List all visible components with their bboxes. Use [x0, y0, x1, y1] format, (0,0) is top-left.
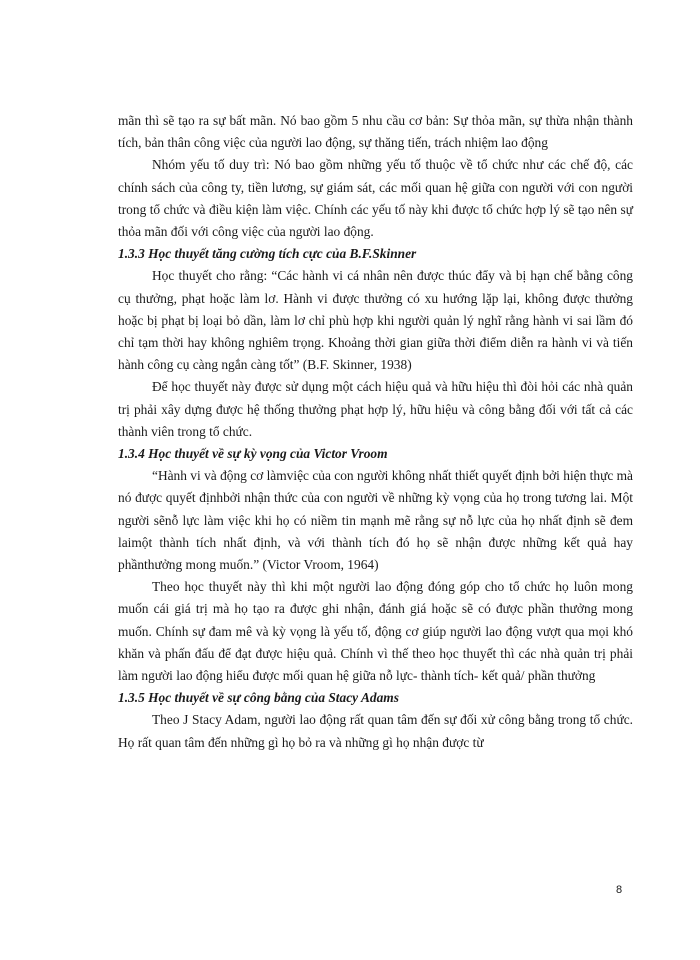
heading-adams: 1.3.5 Học thuyết về sự công bằng của Stacy Adams	[118, 690, 399, 706]
page-body	[118, 110, 633, 754]
paragraph-adams: Theo J Stacy Adam, người lao động rất quan tâm đến sự đối xử công bằng trong tổ chức. Họ rất quan tâm đến những gì họ bỏ ra và những gì họ nhận được từ	[118, 712, 633, 750]
heading-skinner: 1.3.3 Học thuyết tăng cường tích cực của B.F.Skinner	[118, 246, 417, 262]
page-number: 8	[616, 884, 623, 896]
paragraph-vroom-application: Theo học thuyết này thì khi một người lao động đóng góp cho tổ chức họ luôn mong muốn cái giá trị mà họ tạo ra được ghi nhận, đánh giá hoặc sẽ có được phần thưởng mong muốn. Chính sự đam mê và kỳ vọng là yếu tố, động cơ giúp người lao động vượt qua mọi khó khăn và phấn đấu để đạt được hiệu quả. Chính vì thế theo học thuyết thì các nhà quản trị phải làm người lao động hiểu được mối quan hệ giữa nỗ lực- thành tích- kết quả/ phần thưởng	[118, 579, 633, 684]
paragraph-vroom-quote: “Hành vi và động cơ làmviệc của con người không nhất thiết quyết định bởi hiện thực mà nó được quyết địnhbởi nhận thức của con người về những kỳ vọng của họ trong tương lai. Một người sẽnỗ lực làm việc khi họ có niềm tin mạnh mẽ rằng sự nỗ lực của họ nhất định sẽ đem laimột thành tích nhất định, và với thành tích đó họ sẽ nhận được những kết quả hay phầnthưởng mong muốn.” (Victor Vroom, 1964)	[118, 468, 633, 573]
paragraph-skinner-application: Để học thuyết này được sử dụng một cách hiệu quả và hữu hiệu thì đòi hỏi các nhà quản trị phải xây dựng được hệ thống thưởng phạt hợp lý, hữu hiệu và công bằng đối với tất cả các thành viên trong tổ chức.	[118, 379, 633, 439]
paragraph-maintenance-factors: Nhóm yếu tố duy trì: Nó bao gồm những yếu tố thuộc về tổ chức như các chế độ, các chính sách của công ty, tiền lương, sự giám sát, các mối quan hệ giữa con người với con người trong tổ chức và điều kiện làm việc. Chính các yếu tố này khi được tổ chức hợp lý sẽ tạo nên sự thỏa mãn đối với công việc của người lao động.	[118, 157, 633, 240]
paragraph-skinner-quote: Học thuyết cho rằng: “Các hành vi cá nhân nên được thúc đẩy và bị hạn chế bằng công cụ thưởng, phạt hoặc làm lơ. Hành vi được thưởng có xu hướng lặp lại, không được thưởng hoặc bị phạt bị loại bỏ dần, làm lơ chỉ phù hợp khi người quản lý nghĩ rằng hành vi sai lầm đó chỉ tạm thời hay không nghiêm trọng. Khoảng thời gian giữa thời điểm diễn ra hành vi và tiến hành công cụ càng ngắn càng tốt” (B.F. Skinner, 1938)	[118, 268, 633, 373]
paragraph-continued: mãn thì sẽ tạo ra sự bất mãn. Nó bao gồm 5 nhu cầu cơ bản: Sự thỏa mãn, sự thừa nhận thành tích, bản thân công việc của người lao động, sự thăng tiến, trách nhiệm lao động	[118, 113, 633, 151]
heading-vroom: 1.3.4 Học thuyết về sự kỳ vọng của Victor Vroom	[118, 446, 388, 462]
